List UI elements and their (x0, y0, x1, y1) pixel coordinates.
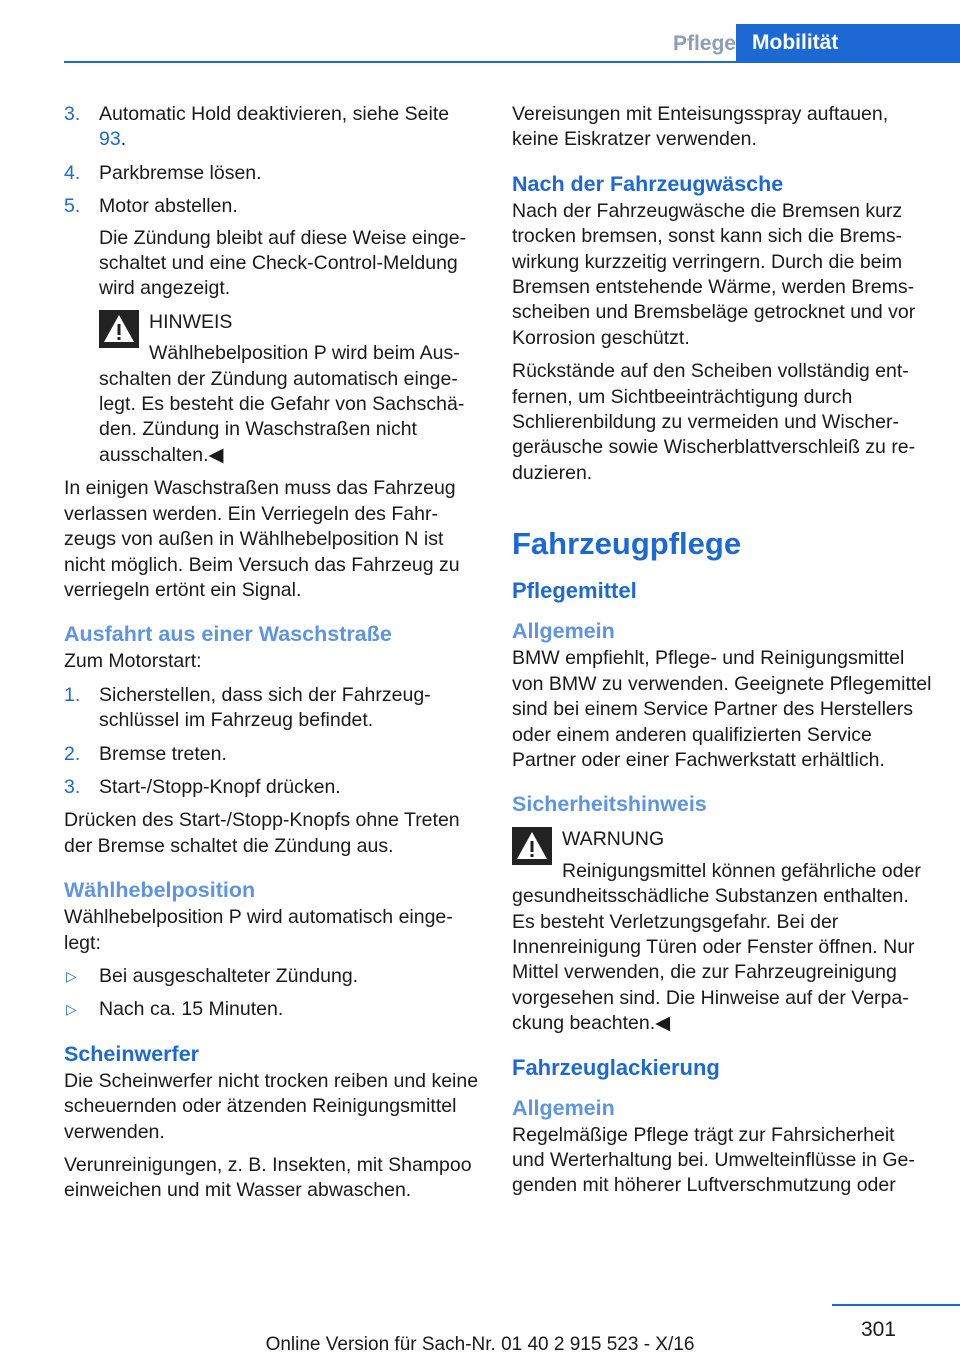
warning-box (512, 827, 932, 1036)
warning-triangle-icon (512, 827, 552, 865)
list-number: 2. (64, 742, 81, 765)
notice-box (64, 310, 480, 468)
list-text: Motor abstellen. (99, 195, 238, 218)
list-item (64, 161, 480, 186)
triangle-bullet-icon: ▷ (66, 1001, 77, 1018)
paragraph: Regelmäßige Pflege trägt zur Fahrsicherheit und Werterhaltung bei. Umwelteinflüsse in Gegenden mit höherer Luftverschmutzung oder (512, 1123, 915, 1197)
paragraph: Verunreinigungen, z. B. Insekten, mit Shampoo einweichen und mit Wasser abwaschen. (64, 1154, 472, 1202)
notice-title: HINWEIS (149, 310, 233, 333)
list-text: Sicherstellen, dass sich der Fahrzeugschlüssel im Fahrzeug befindet. (99, 683, 431, 732)
list-item (64, 194, 480, 302)
list-number: 4. (64, 161, 81, 184)
list-text: Parkbremse lösen. (99, 161, 262, 184)
steps-list-1 (64, 102, 480, 302)
heading-ausfahrt: Ausfahrt aus einer Waschstraße (64, 622, 392, 647)
footer-rule (832, 1304, 960, 1306)
heading-sicherheitshinweis: Sicherheitshinweis (512, 792, 707, 817)
list-number: 3. (64, 775, 81, 798)
paragraph: Die Scheinwerfer nicht trocken reiben und keine scheuernden oder ätzenden Reinigungsmittel verwenden. (64, 1069, 479, 1143)
paragraph: Zum Motorstart: (64, 650, 202, 673)
page-header (0, 0, 960, 62)
list-item (64, 997, 480, 1022)
warning-text: Reinigungsmittel können gefährliche oder gesundheitsschädliche Substanzen enthalten. Es besteht Verletzungsgefahr. Bei der Innenreinigung Türen oder Fenster öffnen. Nur Mittel verwenden, die zur Fahrzeugreinigung vorgesehen sind. Die Hinweise auf der Verpackung beachten.◀ (512, 859, 921, 1035)
heading-fahrzeugpflege: Fahrzeugpflege (512, 526, 742, 562)
list-item (64, 683, 480, 734)
list-item (64, 964, 480, 989)
list-item (64, 102, 480, 153)
paragraph: Rückstände auf den Scheiben vollständig entfernen, um Sichtbeeinträchtigung durch Schlierenbildung zu vermeiden und Wischergeräusche sowie Wischerblattverschleiß zu reduzieren. (512, 360, 916, 484)
header-rule (64, 61, 960, 63)
heading-nach-waesche: Nach der Fahrzeugwäsche (512, 171, 784, 196)
paragraph: BMW empfiehlt, Pflege- und Reinigungsmittel von BMW zu verwenden. Geeignete Pflegemittel sind bei einem Service Partner des Herstellers oder einem anderen qualifizierten Service Partner oder einer Fachwerkstatt erhältlich. (512, 647, 932, 771)
paragraph: Wählhebelposition P wird automatisch eingelegt: (64, 906, 453, 954)
heading-waehlhebel: Wählhebelposition (64, 878, 256, 903)
heading-allgemein: Allgemein (512, 619, 615, 644)
triangle-bullet-icon: ▷ (66, 967, 77, 984)
bullet-list (64, 964, 480, 1023)
list-text: Bei ausgeschalteter Zündung. (99, 964, 359, 987)
list-number: 1. (64, 683, 81, 706)
page-link[interactable]: 93 (99, 128, 121, 151)
list-text: Automatic Hold deaktivieren, siehe Seite (99, 103, 450, 125)
notice-text: Wählhebelposition P wird beim Ausschalten der Zündung automatisch eingelegt. Es besteht die Gefahr von Sachschäden. Zündung in Waschstraßen nicht ausschalten.◀ (99, 342, 465, 466)
tab-mobilitaet[interactable]: Mobilität (736, 24, 960, 62)
steps-list-2 (64, 683, 480, 801)
list-item (64, 742, 480, 767)
heading-fahrzeuglackierung: Fahrzeuglackierung (512, 1054, 720, 1080)
paragraph: Drücken des Start-/Stopp-Knopfs ohne Treten der Bremse schaltet die Zündung aus. (64, 809, 460, 857)
list-text-after: . (120, 128, 127, 151)
list-subtext: Die Zündung bleibt auf diese Weise eingeschaltet und eine Check-Control-Meldung wird angezeigt. (99, 226, 467, 300)
footer-online-version: Online Version für Sach-Nr. 01 40 2 915 523 - X/16 (265, 1334, 695, 1355)
list-text: Nach ca. 15 Minuten. (99, 998, 284, 1021)
warning-title: WARNUNG (562, 828, 665, 851)
heading-allgemein: Allgemein (512, 1095, 615, 1120)
heading-pflegemittel: Pflegemittel (512, 578, 637, 604)
warning-triangle-icon (99, 310, 139, 348)
paragraph: Vereisungen mit Enteisungsspray auftauen, keine Eiskratzer verwenden. (512, 103, 889, 151)
list-text: Start-/Stopp-Knopf drücken. (99, 775, 341, 798)
paragraph: In einigen Waschstraßen muss das Fahrzeug verlassen werden. Ein Verriegeln des Fahrzeugs von außen in Wählhebelposition N ist nicht möglich. Beim Versuch das Fahrzeug zu verriegeln ertönt ein Signal. (64, 477, 460, 601)
tab-pflege[interactable]: Pflege (672, 32, 736, 55)
heading-scheinwerfer: Scheinwerfer (64, 1041, 200, 1066)
paragraph: Nach der Fahrzeugwäsche die Bremsen kurz trocken bremsen, sonst kann sich die Bremswirkung kurzzeitig verringern. Durch die beim Bremsen entstehende Wärme, werden Bremsscheiben und Bremsbeläge getrocknet und vor Korrosion geschützt. (512, 199, 916, 349)
page-number: 301 (860, 1318, 896, 1341)
list-number: 5. (64, 195, 81, 218)
list-number: 3. (64, 103, 81, 125)
list-text: Bremse treten. (99, 742, 227, 765)
list-item (64, 775, 480, 800)
right-column (512, 102, 932, 1207)
left-column (64, 102, 480, 1212)
